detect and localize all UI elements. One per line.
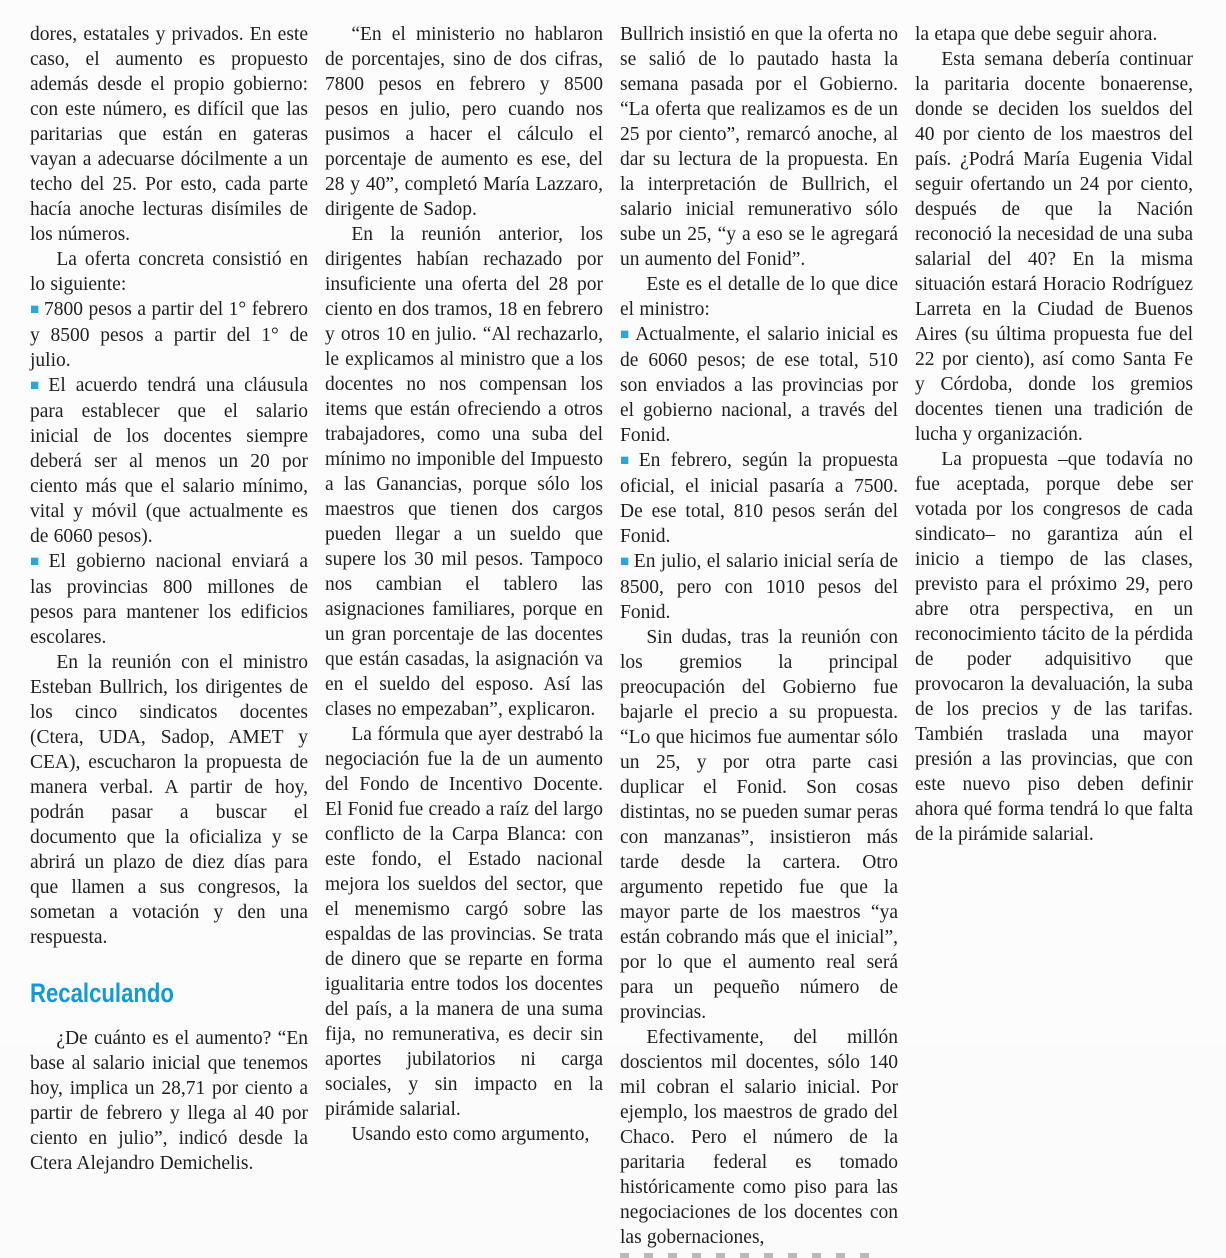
bullet-square-icon: ■	[30, 553, 45, 570]
paragraph: Usando esto como argumento,	[351, 1124, 590, 1145]
paragraph: “En el ministerio no hablaron de porcentajes, sino de dos cifras, 7800 pesos en febrero y 8500 pesos en julio, pero cuando nos pusimos a hacer el cálculo el porcentaje de aumento es ese, del 28 y 40”, completó María Lazzaro, dirigente de Sadop.	[325, 24, 603, 220]
bullet-item: ■ En febrero, según la propuesta oficial, el inicial pasaría a 7500. De ese total, 810 pesos serán del Fonid.	[620, 450, 899, 547]
bullet-square-icon: ■	[620, 326, 631, 343]
bullet-square-icon: ■	[30, 377, 44, 394]
bullet-item: ■ 7800 pesos a partir del 1° febrero y 8500 pesos a partir del 1° de julio.	[30, 299, 308, 371]
bullet-item: ■ En julio, el salario inicial sería de 8500, pero con 1010 pesos del Fonid.	[620, 551, 898, 623]
bullet-item: ■ Actualmente, el salario inicial es de 6060 pesos; de ese total, 510 son enviados a las provincias por el gobierno nacional, a través del Fonid.	[620, 324, 898, 446]
paragraph: la etapa que debe seguir ahora.	[915, 24, 1158, 45]
paragraph: En la reunión con el ministro Esteban Bullrich, los dirigentes de los cinco sindicatos docentes (Ctera, UDA, Sadop, AMET y CEA), escucharon la propuesta de manera verbal. A partir de hoy, podrán pasar a buscar el documento que la oficializa y se abrirá un plazo de diez días para que llamen a sus congresos, la sometan a votación y den una respuesta.	[30, 652, 308, 948]
bullet-item: ■ El gobierno nacional enviará a las provincias 800 millones de pesos para mantener los edificios escolares.	[30, 551, 308, 648]
column-4	[915, 22, 1193, 1258]
article-columns	[30, 22, 1192, 1258]
paragraph: La fórmula que ayer destrabó la negociación fue la de un aumento del Fondo de Incentivo Docente. El Fonid fue creado a raíz del largo conflicto de la Carpa Blanca: con este fondo, el Estado nacional mejora los sueldos del sector, que el menemismo cargó sobre las espaldas de las provincias. Se trata de dinero que se reparte en forma igualitaria entre todos los docentes del país, a la manera de una suma fija, no remunerativa, es decir sin aportes jubilatorios ni carga sociales, y sin impacto en la pirámide salarial.	[325, 724, 603, 1120]
paragraph: En la reunión anterior, los dirigentes habían rechazado por insuficiente una oferta del 28 por ciento en dos tramos, 18 en febrero y otros 10 en julio. “Al rechazarlo, le explicamos al ministro que a los docentes no nos compensan los items que están ofreciendo a otros trabajadores, como una suba del mínimo no imponible del Impuesto a las Ganancias, porque sólo los maestros que tienen dos cargos pueden llegar a un sueldo que supere los 30 mil pesos. Tampoco nos cambian el tablero las asignaciones familiares, porque en un gran porcentaje de las docentes que están casadas, la asignación va en el sueldo del esposo. Así las clases no empezaban”, explicaron.	[325, 224, 603, 720]
bullet-square-icon: ■	[30, 301, 40, 318]
bullet-square-icon: ■	[620, 452, 635, 469]
bullet-item: ■ El acuerdo tendrá una cláusula para establecer que el salario inicial de los docentes siempre deberá ser al menos un 20 por ciento más que el salario mínimo, vital y móvil (que actualmente es de 6060 pesos).	[30, 375, 308, 547]
paragraph: Este es el detalle de lo que dice el ministro:	[620, 274, 898, 320]
paragraph: Efectivamente, del millón doscientos mil docentes, sólo 140 mil cobran el salario inicial. Por ejemplo, los maestros de grado del Chaco. Pero el número de la paritaria federal es tomado históricamente como piso para las negociaciones de los docentes con las gobernaciones,	[620, 1027, 898, 1248]
paragraph: dores, estatales y privados. En este caso, el aumento es propuesto además desde el propio gobierno: con este número, es difícil que las paritarias que están en gateras vayan a adecuarse dócilmente a un techo del 25. Por esto, cada parte hacía anoche lecturas disímiles de los números.	[30, 24, 308, 245]
column-3	[620, 22, 898, 1258]
paragraph: La propuesta –que todavía no fue aceptada, porque debe ser votada por los congresos de cada sindicato– no garantiza aún el inicio a tiempo de las clases, previsto para el próximo 29, pero abre otra perspectiva, en un reconocimiento tácito de la pérdida de poder adquisitivo que provocaron la devaluación, la suba de los precios y de las tarifas. También traslada una mayor presión a las provincias, que con este nuevo piso deben definir ahora qué forma tendrá lo que falta de la pirámide salarial.	[915, 449, 1193, 845]
clipped-text-remnant	[620, 1253, 881, 1258]
paragraph: ¿De cuánto es el aumento? “En base al salario inicial que tenemos hoy, implica un 28,71 por ciento a partir de febrero y llega al 40 por ciento en julio”, indicó desde la Ctera Alejandro Demichelis.	[30, 1028, 308, 1174]
bullet-square-icon: ■	[620, 553, 630, 570]
paragraph: La oferta concreta consistió en lo siguiente:	[30, 249, 308, 295]
column-2	[325, 22, 603, 1258]
paragraph: Esta semana debería continuar la paritaria docente bonaerense, donde se deciden los sueldos del 40 por ciento de los maestros del país. ¿Podrá María Eugenia Vidal seguir ofertando un 24 por ciento, después de que la Nación reconoció la necesidad de una suba salarial del 40? En la misma situación estará Horacio Rodríguez Larreta en la Ciudad de Buenos Aires (su última propuesta fue del 22 por ciento), así como Santa Fe y Córdoba, donde los gremios docentes tienen una tradición de lucha y organización.	[915, 49, 1193, 445]
paragraph: Sin dudas, tras la reunión con los gremios la principal preocupación del Gobierno fue bajarle el precio a su propuesta. “Lo que hicimos fue aumentar sólo un 25, y por otra parte casi duplicar el Fonid. Son cosas distintas, no se pueden sumar peras con manzanas”, insistieron más tarde desde la cartera. Otro argumento repetido fue que la mayor parte de los maestros “ya están cobrando más que el inicial”, por lo que el aumento real será para un pequeño número de provincias.	[620, 627, 898, 1023]
paragraph: Bullrich insistió en que la oferta no se salió de lo pautado hasta la semana pasada por el Gobierno. “La oferta que realizamos es de un 25 por ciento”, remarcó anoche, al dar su lectura de la propuesta. En la interpretación de Bullrich, el salario inicial remunerativo sólo sube un 25, “y a eso se le agregará un aumento del Fonid”.	[620, 24, 898, 270]
column-1	[30, 22, 308, 1258]
section-subhead: Recalculando	[30, 978, 174, 1008]
